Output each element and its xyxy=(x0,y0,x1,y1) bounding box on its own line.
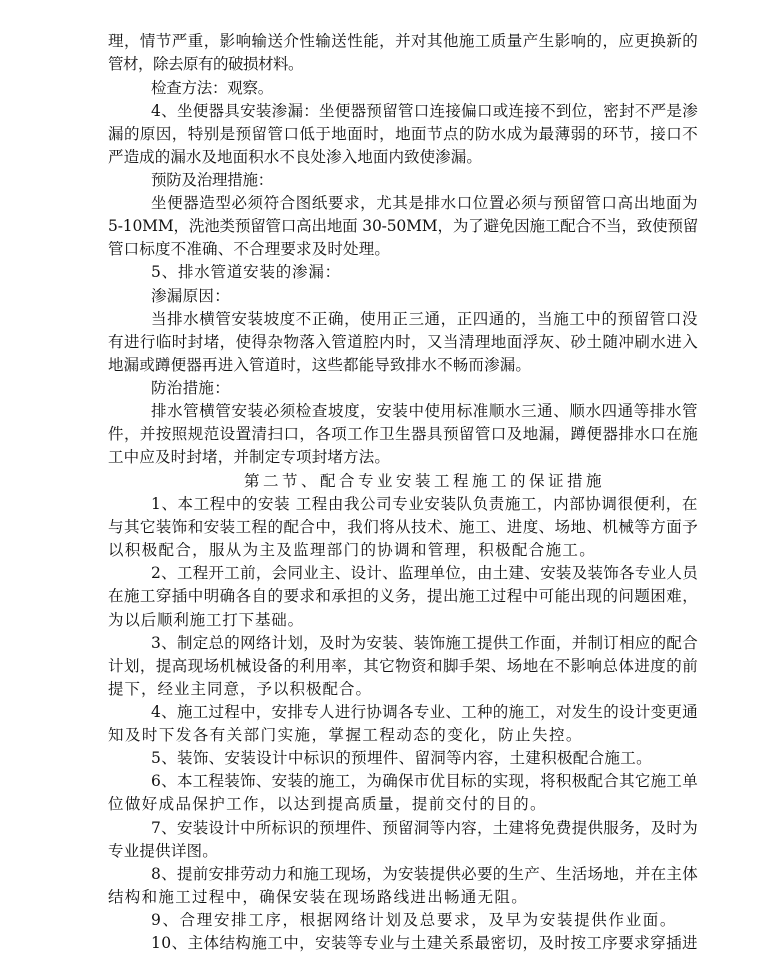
text-line-content: 严造成的漏水及地面积水不良处渗入地面内致使渗漏。 xyxy=(108,148,482,166)
text-line-content: 件，并按照规范设置清扫口，各项工作卫生器具预留管口及地漏，蹲便器排水口在施 xyxy=(108,425,699,443)
text-line xyxy=(108,330,768,354)
text-line-content: 防治措施： xyxy=(151,379,231,397)
text-line xyxy=(108,237,768,261)
text-line-content: 为以后顺利施工打下基础。 xyxy=(108,611,304,629)
text-line-content: 理，情节严重，影响输送介性输送性能，并对其他施工质量产生影响的，应更换新的 xyxy=(108,32,699,50)
text-line-content: 坐便器造型必须符合图纸要求，尤其是排水口位置必须与预留管口高出地面为 xyxy=(151,194,699,212)
text-line xyxy=(108,445,768,469)
text-line xyxy=(151,376,768,400)
text-line-content: 3、制定总的网络计划，及时为安装、装饰施工提供工作面，并制订相应的配合 xyxy=(151,634,699,652)
text-line xyxy=(151,168,768,192)
text-line xyxy=(151,191,768,215)
text-line-content: 计划，提高现场机械设备的利用率，其它物资和脚手架、场地在不影响总体进度的前 xyxy=(108,657,699,675)
text-line-content: 10、主体结构施工中，安装等专业与土建关系最密切，及时按工序要求穿插进 xyxy=(151,934,698,952)
text-line xyxy=(151,862,768,886)
text-line xyxy=(151,908,768,932)
text-line xyxy=(151,399,768,423)
text-line-content: 位做好成品保护工作，以达到提高质量，提前交付的目的。 xyxy=(108,795,547,813)
text-line xyxy=(151,492,768,516)
text-line-content: 4、施工过程中，安排专人进行协调各专业、工种的施工，对发生的设计变更通 xyxy=(151,703,699,721)
text-line-content: 结构和施工过程中，确保安装在现场路线进出畅通无阻。 xyxy=(108,888,529,906)
text-line-content: 管材，除去原有的破损材料。 xyxy=(108,55,304,73)
text-line xyxy=(151,260,768,284)
text-line xyxy=(151,561,768,585)
text-line-content: 管口标度不准确、不合理要求及时处理。 xyxy=(108,240,391,258)
text-line xyxy=(151,76,768,100)
text-line xyxy=(108,422,768,446)
text-line-content: 4、坐便器具安装渗漏：坐便器预留管口连接偏口或连接不到位，密封不严是渗 xyxy=(151,102,699,120)
text-line-content: 漏的原因，特别是预留管口低于地面时，地面节点的防水成为最薄弱的环节，接口不 xyxy=(108,125,699,143)
text-line xyxy=(108,677,768,701)
text-line xyxy=(151,816,768,840)
text-line-content: 在施工穿插中明确各自的要求和承担的义务，提出施工过程中可能出现的问题困难， xyxy=(108,587,699,605)
text-line-content: 专业提供详图。 xyxy=(108,842,218,860)
text-line-content: 检查方法：观察。 xyxy=(151,79,274,97)
text-line xyxy=(108,792,768,816)
text-line-content: 7、安装设计中所标识的预埋件、预留洞等内容，土建将免费提供服务，及时为 xyxy=(151,819,699,837)
text-line-content: 1、本工程中的安装 工程由我公司专业安装队负责施工，内部协调很便利，在 xyxy=(151,495,698,513)
text-line xyxy=(244,469,768,493)
text-line xyxy=(108,885,768,909)
text-line xyxy=(108,538,768,562)
text-line-content: 地漏或蹲便器再进入管道时，这些都能导致排水不畅而渗漏。 xyxy=(108,356,532,374)
text-line xyxy=(108,52,768,76)
text-line xyxy=(151,746,768,770)
text-line-content: 工中应及时封堵，并制定专项封堵方法。 xyxy=(108,448,391,466)
text-line xyxy=(108,584,768,608)
text-line-content: 当排水横管安装坡度不正确，使用正三通，正四通的，当施工中的预留管口没 xyxy=(151,310,699,328)
text-line xyxy=(151,307,768,331)
text-line xyxy=(108,29,768,53)
text-line xyxy=(108,608,768,632)
text-line xyxy=(151,931,768,955)
text-line-content: 5-10MM，洗池类预留管口高出地面 30-50MM，为了避免因施工配合不当，致使预留 xyxy=(108,217,699,235)
text-line xyxy=(151,769,768,793)
text-line xyxy=(108,839,768,863)
text-line-content: 6、本工程装饰、安装的施工，为确保市优目标的实现，将积极配合其它施工单 xyxy=(151,772,699,790)
text-line xyxy=(108,515,768,539)
text-line-content: 知及时下发各有关部门实施，掌握工程动态的变化，防止失控。 xyxy=(108,726,583,744)
text-line xyxy=(108,214,768,238)
text-line-content: 提下，经业主同意，予以积极配合。 xyxy=(108,680,373,698)
text-line-content: 5、排水管道安装的渗漏： xyxy=(151,263,341,281)
text-line-content: 排水管横管安装必须检查坡度，安装中使用标准顺水三通、顺水四通等排水管 xyxy=(151,402,699,420)
text-line-content: 以积极配合，服从为主及监理部门的协调和管理，积极配合施工。 xyxy=(108,541,597,559)
text-line-content: 8、提前安排劳动力和施工现场，为安装提供必要的生产、生活场地，并在主体 xyxy=(151,865,699,883)
text-line-content: 5、装饰、安装设计中标识的预埋件、留洞等内容，土建积极配合施工。 xyxy=(151,749,652,767)
text-line-content: 9、合理安排工序，根据网络计划及总要求，及早为安装提供作业面。 xyxy=(151,911,678,929)
text-line-content: 与其它装饰和安装工程的配合中，我们将从技术、施工、进度、场地、机械等方面予 xyxy=(108,518,699,536)
text-line xyxy=(108,723,768,747)
text-line-content: 第二节、配合专业安装工程施工的保证措施 xyxy=(244,472,606,490)
text-line xyxy=(108,122,768,146)
text-line-content: 有进行临时封堵，使得杂物落入管道腔内时，又当清理地面浮灰、砂土随冲刷水进入 xyxy=(108,333,699,351)
text-line xyxy=(151,700,768,724)
text-line-content: 2、工程开工前，会同业主、设计、监理单位，由土建、安装及装饰各专业人员 xyxy=(151,564,699,582)
text-line xyxy=(108,353,768,377)
text-line xyxy=(108,145,768,169)
text-line xyxy=(151,284,768,308)
text-line-content: 预防及治理措施： xyxy=(151,171,274,189)
text-line-content: 渗漏原因： xyxy=(151,287,231,305)
text-line xyxy=(151,631,768,655)
text-line xyxy=(151,99,768,123)
text-line xyxy=(108,654,768,678)
